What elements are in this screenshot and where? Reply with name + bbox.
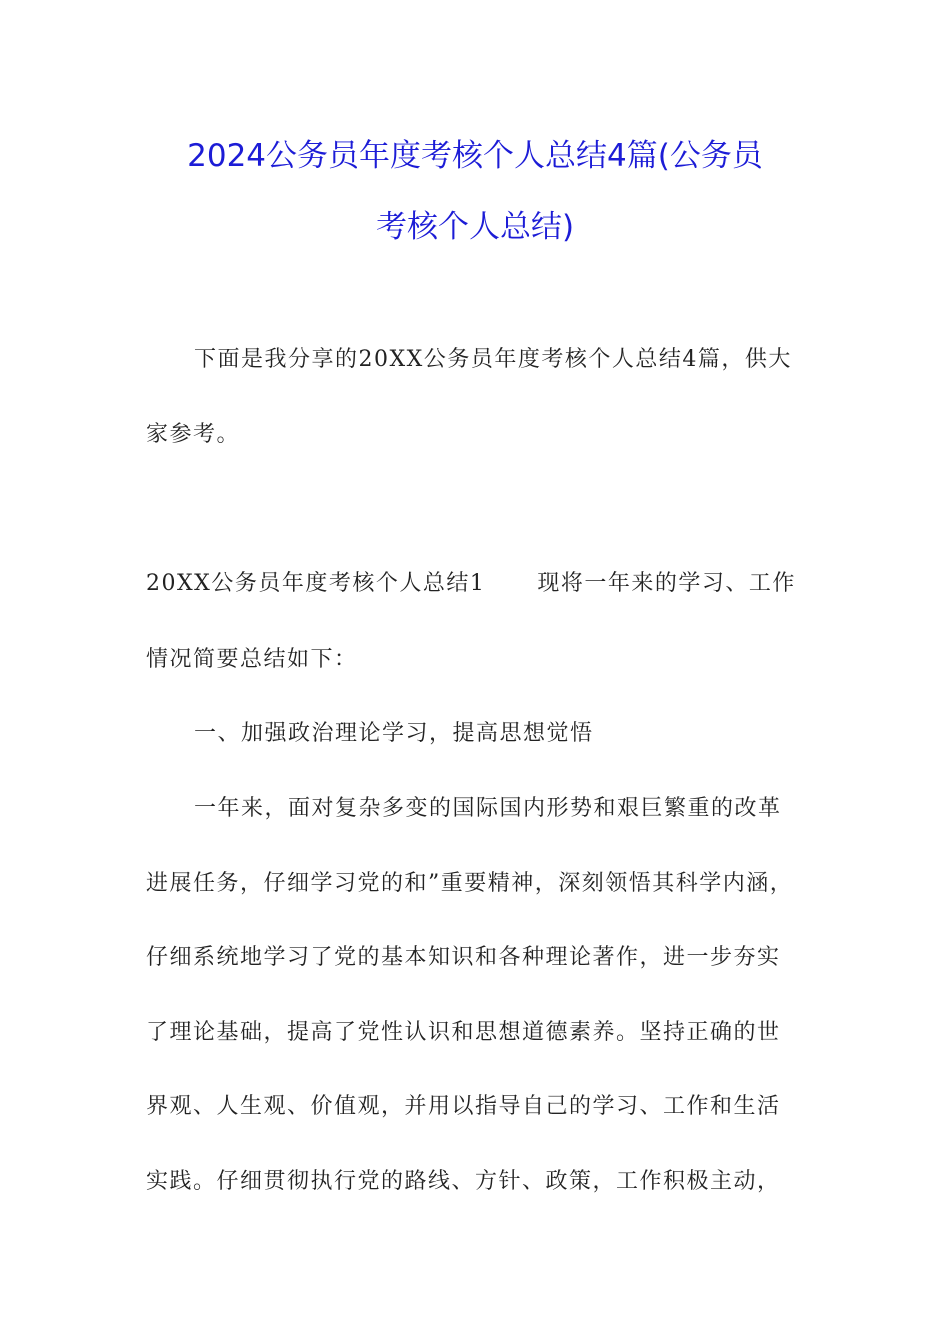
section-heading: 20XX公务员年度考核个人总结1 [146,571,486,596]
body-line: 实践。仔细贯彻执行党的路线、方针、政策，工作积极主动， [146,1169,781,1194]
body-line: 了理论基础，提高了党性认识和思想道德素养。坚持正确的世 [146,1020,781,1045]
section-lead-text: 现将一年来的学习、工作 [537,571,796,596]
document-title-line-1: 2024公务员年度考核个人总结4篇(公务员 [187,138,763,174]
subheading: 一、加强政治理论学习，提高思想觉悟 [194,721,594,746]
body-line: 界观、人生观、价值观，并用以指导自己的学习、工作和生活 [146,1094,781,1119]
body-line: 仔细系统地学习了党的基本知识和各种理论著作，进一步夯实 [146,945,781,970]
intro-text-line-2: 家参考。 [146,422,241,447]
section-lead-line-2: 情况简要总结如下： [146,647,358,672]
section-heading-line [146,569,816,599]
document-title-line-2: 考核个人总结) [375,209,575,245]
body-line: 进展任务，仔细学习党的和”重要精神，深刻领悟其科学内涵， [146,871,794,896]
body-line: 一年来，面对复杂多变的国际国内形势和艰巨繁重的改革 [194,796,782,821]
intro-text-line-1: 下面是我分享的20XX公务员年度考核个人总结4篇，供大 [194,347,792,372]
